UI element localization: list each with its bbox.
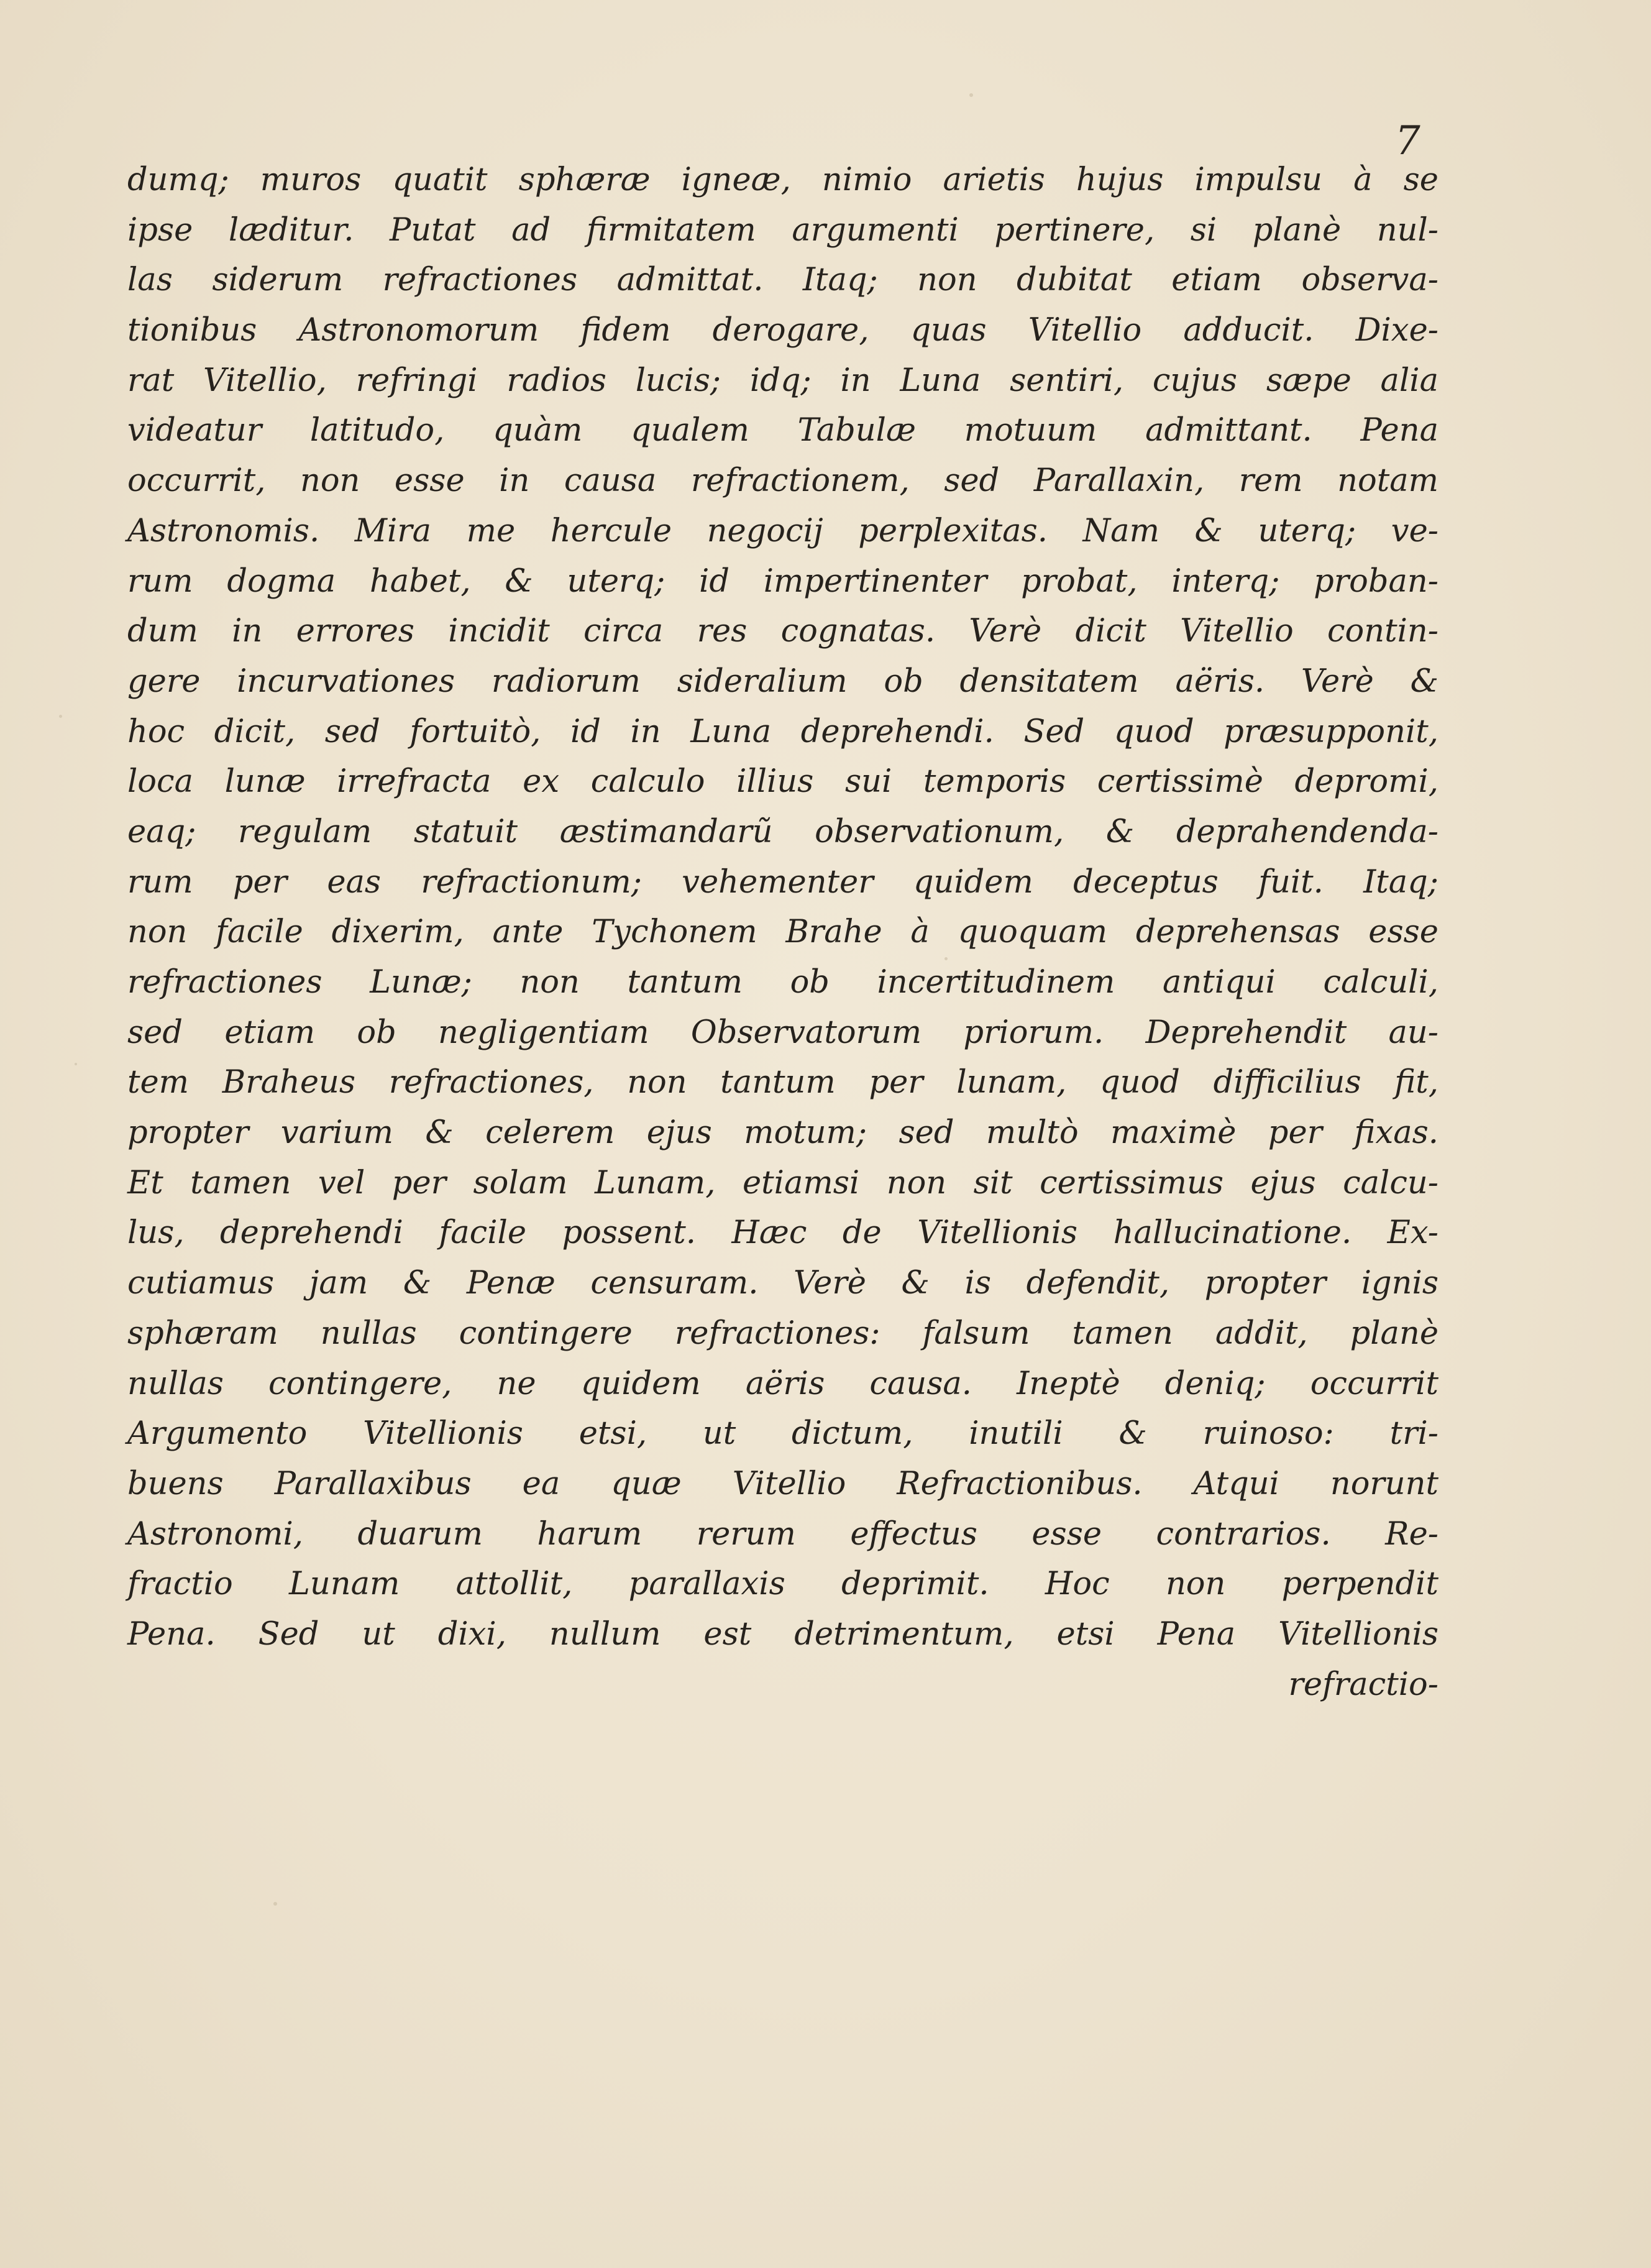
text-line: nullas contingere, ne quidem aëris causa. Ineptè deniq; occurrit <box>127 1365 1438 1402</box>
text-line: gere incurvationes radiorum sideralium ob densitatem aëris. Verè & <box>127 663 1438 700</box>
text-line: ipse læditur. Putat ad firmitatem argumenti pertinere, si planè nul- <box>127 211 1438 249</box>
text-line: loca lunæ irrefracta ex calculo illius sui temporis certissimè depromi, <box>127 763 1438 801</box>
paper-speck <box>59 715 62 718</box>
text-line: las siderum refractiones admittat. Itaq; non dubitat etiam observa- <box>127 262 1438 299</box>
text-line: tionibus Astronomorum fidem derogare, quas Vitellio adducit. Dixe- <box>127 312 1438 349</box>
text-line: Astronomis. Mira me hercule negocij perplexitas. Nam & uterq; ve- <box>127 512 1438 549</box>
catchword: refractio- <box>1288 1666 1438 1703</box>
text-line: refractiones Lunæ; non tantum ob incertitudinem antiqui calculi, <box>127 964 1438 1001</box>
paper-speck <box>273 1902 277 1906</box>
text-line: rum per eas refractionum; vehementer quidem deceptus fuit. Itaq; <box>127 863 1438 901</box>
text-line: Astronomi, duarum harum rerum effectus esse contrarios. Re- <box>127 1515 1438 1553</box>
page-number: 7 <box>1395 118 1420 164</box>
text-line: sphæram nullas contingere refractiones: falsum tamen addit, planè <box>127 1315 1438 1352</box>
text-line: propter varium & celerem ejus motum; sed multò maximè per fixas. <box>127 1114 1438 1152</box>
text-line: hoc dicit, sed fortuitò, id in Luna deprehendi. Sed quod præsupponit, <box>127 713 1438 750</box>
text-line: dum in errores incidit circa res cognatas. Verè dicit Vitellio contin- <box>127 613 1438 650</box>
text-line: Argumento Vitellionis etsi, ut dictum, inutili & ruinoso: tri- <box>127 1415 1438 1453</box>
text-line: cutiamus jam & Penæ censuram. Verè & is defendit, propter ignis <box>127 1265 1438 1302</box>
paper-speck <box>969 93 973 97</box>
text-line: occurrit, non esse in causa refractionem, sed Parallaxin, rem notam <box>127 462 1438 500</box>
text-line: fractio Lunam attollit, parallaxis deprimit. Hoc non perpendit <box>127 1566 1438 1603</box>
text-line: sed etiam ob negligentiam Observatorum priorum. Deprehendit au- <box>127 1014 1438 1051</box>
text-line: Et tamen vel per solam Lunam, etiamsi non sit certissimus ejus calcu- <box>127 1164 1438 1201</box>
text-line: eaq; regulam statuit æstimandarũ observationum, & deprahendenda- <box>127 813 1438 850</box>
text-line: Pena. Sed ut dixi, nullum est detrimentum, etsi Pena Vitellionis <box>127 1615 1438 1653</box>
text-line: rum dogma habet, & uterq; id impertinenter probat, interq; proban- <box>127 562 1438 600</box>
text-line: lus, deprehendi facile possent. Hæc de Vitellionis hallucinatione. Ex- <box>127 1214 1438 1252</box>
text-line: videatur latitudo, quàm qualem Tabulæ motuum admittant. Pena <box>127 412 1438 449</box>
text-line: rat Vitellio, refringi radios lucis; idq; in Luna sentiri, cujus sæpe alia <box>127 362 1438 399</box>
paper-speck <box>75 1063 77 1065</box>
body-text <box>127 155 1438 1710</box>
text-line: buens Parallaxibus ea quæ Vitellio Refractionibus. Atqui norunt <box>127 1465 1438 1502</box>
text-line: non facile dixerim, ante Tychonem Brahe à quoquam deprehensas esse <box>127 914 1438 951</box>
text-line: tem Braheus refractiones, non tantum per lunam, quod difficilius fit, <box>127 1064 1438 1101</box>
text-line: dumq; muros quatit sphæræ igneæ, nimio arietis hujus impulsu à se <box>127 162 1438 198</box>
